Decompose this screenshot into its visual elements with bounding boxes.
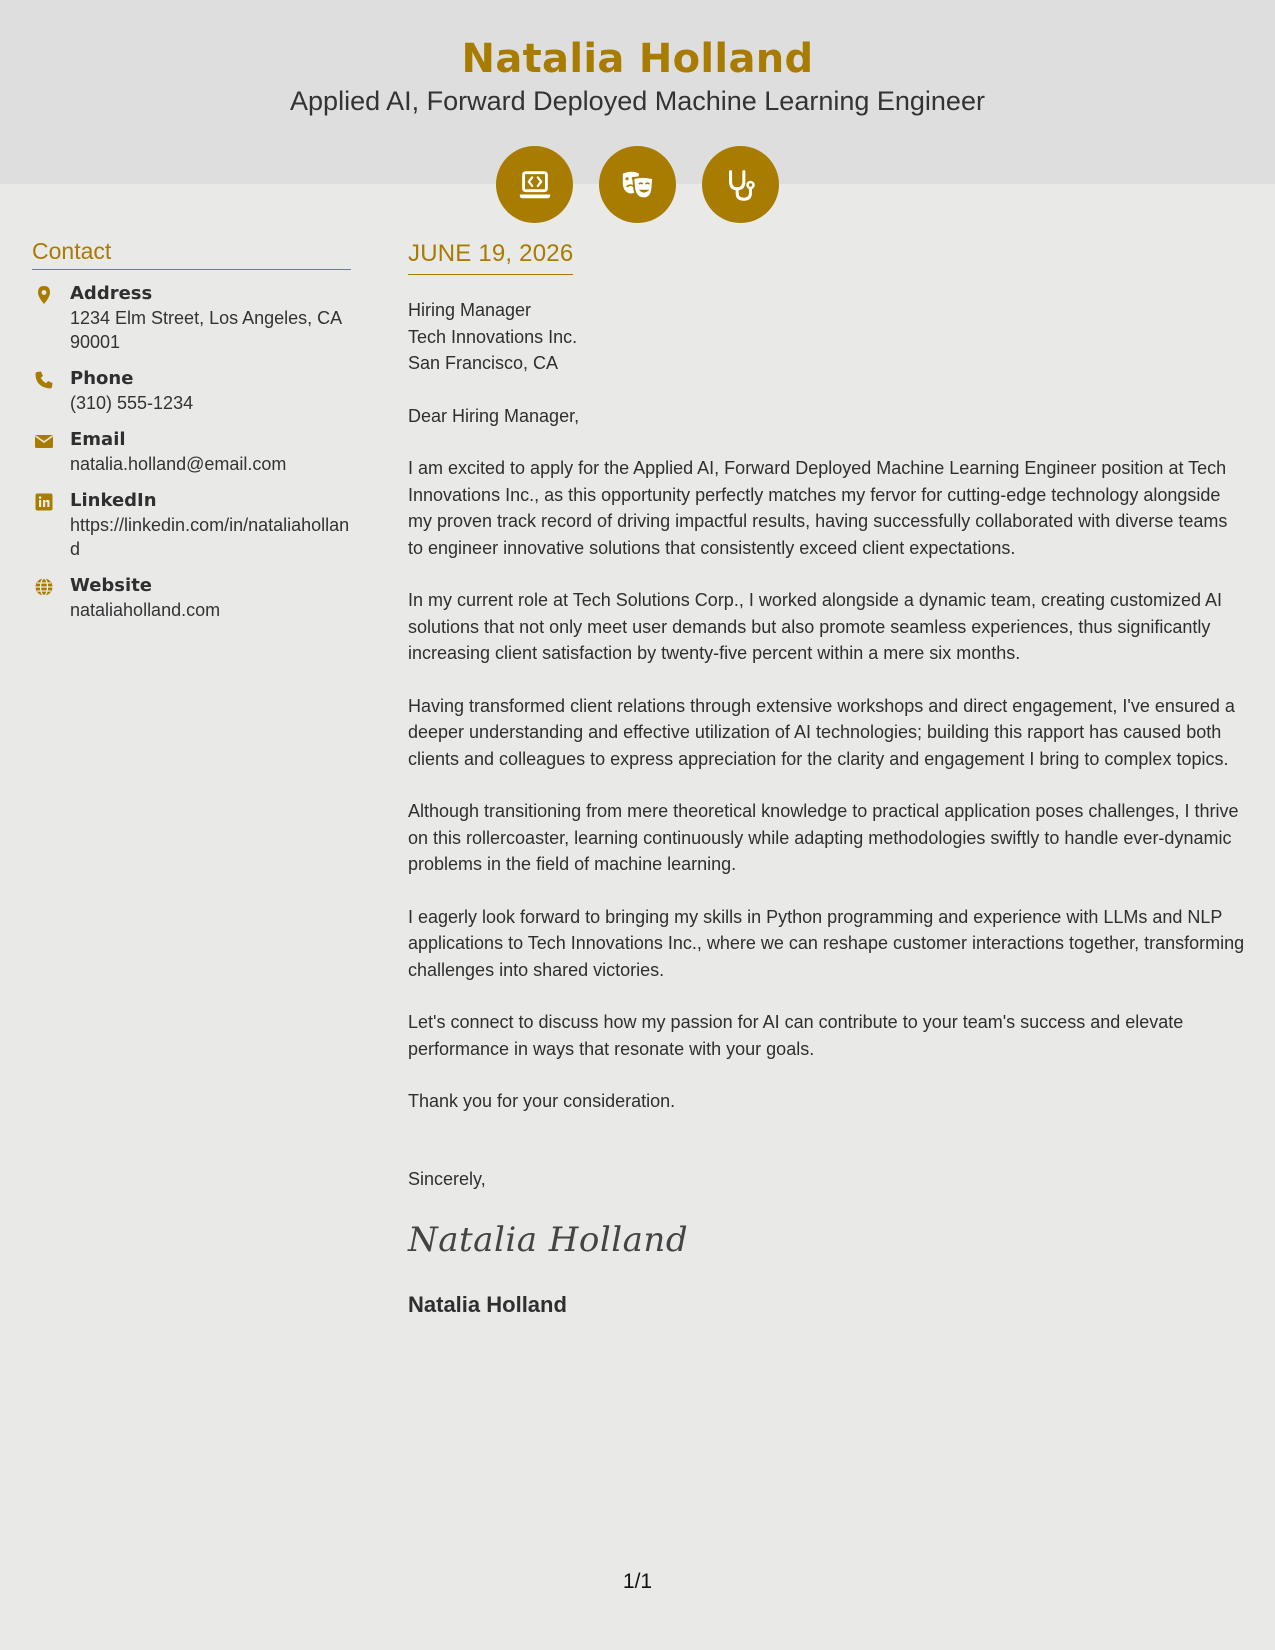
- letter-paragraph: Let's connect to discuss how my passion for AI can contribute to your team's success and elevate performance in ways that resonate with your goals.: [408, 1012, 1184, 1059]
- contact-value[interactable]: nataliaholland.com: [70, 600, 221, 620]
- date-block: [408, 240, 573, 275]
- contact-value[interactable]: https://linkedin.com/in/nataliaholland: [70, 515, 350, 559]
- letter-body: [408, 240, 1246, 1318]
- contact-item-linkedin: [32, 489, 351, 561]
- letter-paragraph: I am excited to apply for the Applied AI, Forward Deployed Machine Learning Engineer position at Tech Innovations Inc., as this opportunity perfectly matches my fervor for cutting-edge technology alongside my proven track record of driving impactful results, having successfully collaborated with diverse teams to engineer innovative solutions that consistently exceed client expectations.: [408, 458, 1228, 558]
- contact-label: Address: [70, 283, 153, 304]
- map-marker-icon: [32, 282, 70, 305]
- envelope-icon: [32, 428, 70, 451]
- letter-paragraph: Having transformed client relations through extensive workshops and direct engagement, I've ensured a deeper understanding and effective utilization of AI technologies; building this rapport has caused both clients and colleagues to express appreciation for the clarity and engagement I bring to complex topics.: [408, 695, 1235, 769]
- contact-item-address: [32, 282, 351, 354]
- contact-label: Email: [70, 429, 126, 450]
- candidate-name: Natalia Holland: [461, 36, 814, 82]
- contact-value: 1234 Elm Street, Los Angeles, CA 90001: [70, 308, 342, 352]
- contact-item-email: [32, 428, 351, 476]
- job-title: Applied AI, Forward Deployed Machine Learning Engineer: [290, 86, 985, 116]
- contact-value[interactable]: natalia.holland@email.com: [70, 454, 287, 474]
- closing: Sincerely,: [408, 1168, 486, 1189]
- recipient-line: Tech Innovations Inc.: [408, 326, 578, 347]
- contact-section-title: Contact: [32, 238, 351, 270]
- theater-masks-icon: [599, 146, 676, 223]
- recipient-block: [408, 297, 1246, 377]
- page-number: 1/1: [622, 1570, 653, 1593]
- handwritten-signature: Natalia Holland: [408, 1219, 689, 1260]
- contact-value[interactable]: (310) 555-1234: [70, 393, 194, 413]
- contact-label: Phone: [70, 368, 134, 389]
- recipient-line: Hiring Manager: [408, 300, 532, 320]
- globe-icon: [32, 574, 70, 597]
- signed-name: Natalia Holland: [408, 1291, 567, 1317]
- letter-date: JUNE 19, 2026: [408, 240, 574, 267]
- letter-paragraph: Thank you for your consideration.: [408, 1091, 676, 1111]
- linkedin-icon: [32, 489, 70, 512]
- letter-paragraph: I eagerly look forward to bringing my skills in Python programming and experience with LLMs and NLP applications to Tech Innovations Inc., where we can reshape customer interactions together, transforming challenges into shared victories.: [408, 906, 1245, 980]
- contact-item-phone: [32, 367, 351, 415]
- recipient-line: San Francisco, CA: [408, 353, 559, 373]
- contact-label: Website: [70, 575, 153, 596]
- salutation: Dear Hiring Manager,: [408, 405, 580, 426]
- phone-icon: [32, 367, 70, 390]
- laptop-code-icon: [496, 146, 573, 223]
- stethoscope-icon: [702, 146, 779, 223]
- interest-icons: [0, 146, 1275, 223]
- contact-label: LinkedIn: [70, 490, 157, 511]
- contact-sidebar: [32, 238, 351, 635]
- letter-paragraph: Although transitioning from mere theoretical knowledge to practical application poses challenges, I thrive on this rollercoaster, learning continuously while adapting methodologies swiftly to handle ever-dynamic problems in the field of machine learning.: [408, 801, 1239, 874]
- letter-paragraph: In my current role at Tech Solutions Corp., I worked alongside a dynamic team, creating customized AI solutions that not only meet user demands but also promote seamless experiences, thus significantly increasing client satisfaction by twenty-five percent within a mere six months.: [408, 590, 1223, 663]
- contact-item-website: [32, 574, 351, 622]
